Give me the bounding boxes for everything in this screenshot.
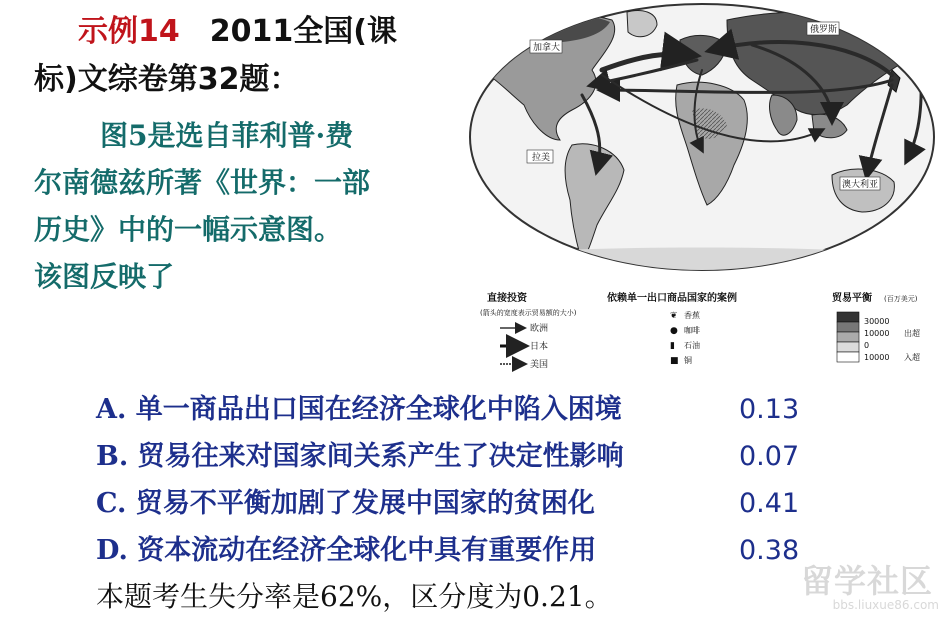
- option-letter: A: [96, 394, 117, 425]
- legend-trade-value: 0: [864, 341, 870, 350]
- option-b[interactable]: [96, 440, 816, 487]
- exam-source: 2011全国(课: [209, 14, 397, 49]
- stem-line: 尔南德兹所著《世界：一部: [34, 166, 371, 199]
- world-map-graphic: [452, 0, 951, 385]
- option-text: 资本流动在经济全球化中具有重要作用: [137, 535, 597, 566]
- legend-commodity-icon-coffee: ●: [670, 326, 678, 336]
- legend-investment-usa: 美国: [530, 360, 549, 370]
- legend-trade-balance: [832, 291, 920, 362]
- legend-trade-value: 10000: [864, 329, 890, 338]
- legend-commodity-oil: 石油: [684, 341, 700, 350]
- map-label-latin-america: 拉美: [532, 153, 551, 163]
- legend-investment-subtitle: (箭头的宽度表示贸易额的大小): [480, 309, 577, 317]
- world-trade-map-figure: [452, 0, 951, 385]
- option-rate: 0.41: [739, 488, 800, 519]
- legend-commodity-coffee: 咖啡: [684, 326, 700, 335]
- legend-single-commodity: [606, 291, 737, 366]
- watermark-text: 留学社区: [800, 562, 933, 600]
- map-label-russia: 俄罗斯: [810, 25, 838, 35]
- legend-trade-deficit: 入超: [904, 353, 920, 362]
- legend-trade-value: 10000: [864, 353, 890, 362]
- legend-trade-title: 贸易平衡: [832, 293, 872, 304]
- exam-source-continued: 标)文综卷第32题：: [34, 62, 300, 97]
- legend-commodity-icon-oil: ▮: [670, 341, 675, 351]
- option-letter: B: [96, 441, 119, 472]
- legend-direct-investment: [480, 291, 577, 370]
- option-c[interactable]: [96, 487, 816, 534]
- legend-commodity-icon-copper: ■: [670, 356, 679, 366]
- legend-swatch-5: [837, 352, 859, 362]
- example-label: 示例14: [78, 14, 180, 49]
- option-period: .: [118, 535, 128, 566]
- option-letter: D: [96, 535, 119, 566]
- stem-line: 图5是选自菲利普·费: [100, 119, 354, 152]
- stem-line: 历史》中的一幅示意图。: [34, 213, 343, 246]
- legend-commodity-title: 依赖单一出口商品国家的案例: [607, 293, 737, 304]
- legend-trade-unit: (百万美元): [884, 295, 918, 303]
- option-text: 贸易不平衡加剧了发展中国家的贫困化: [135, 488, 595, 519]
- option-letter: C: [96, 488, 118, 519]
- option-rate: 0.38: [739, 535, 800, 566]
- answer-options: [96, 393, 816, 581]
- map-label-australia: 澳大利亚: [842, 180, 879, 190]
- legend-trade-value: 30000: [864, 317, 890, 326]
- option-a[interactable]: [96, 393, 816, 440]
- legend-swatch-4: [837, 342, 859, 352]
- map-label-canada: 加拿大: [533, 43, 561, 53]
- legend-commodity-icon-banana: ❦: [670, 311, 678, 321]
- option-d[interactable]: [96, 534, 816, 581]
- legend-trade-surplus: 出超: [904, 329, 920, 338]
- option-text: 单一商品出口国在经济全球化中陷入困境: [135, 394, 622, 425]
- legend-swatch-3: [837, 332, 859, 342]
- option-period: .: [118, 441, 129, 472]
- legend-commodity-banana: 香蕉: [684, 311, 700, 320]
- stem-line: 该图反映了: [34, 260, 175, 293]
- option-text: 贸易往来对国家间关系产生了决定性影响: [137, 441, 624, 472]
- option-rate: 0.13: [739, 394, 800, 425]
- option-period: .: [117, 488, 127, 519]
- watermark-url: bbs.liuxue86.com: [832, 598, 939, 612]
- question-stem: [34, 112, 434, 300]
- legend-investment-title: 直接投资: [487, 293, 527, 304]
- option-rate: 0.07: [739, 441, 800, 472]
- watermark-logo: [795, 554, 945, 614]
- legend-investment-europe: 欧洲: [530, 324, 549, 334]
- legend-swatch-2: [837, 322, 859, 332]
- legend-commodity-copper: 铜: [684, 356, 692, 365]
- legend-swatch-1: [837, 312, 859, 322]
- legend-investment-japan: 日本: [530, 342, 549, 352]
- statistics-summary: 本题考生失分率是62%，区分度为0.21。: [96, 580, 613, 613]
- question-title: [78, 12, 397, 52]
- option-period: .: [116, 394, 127, 425]
